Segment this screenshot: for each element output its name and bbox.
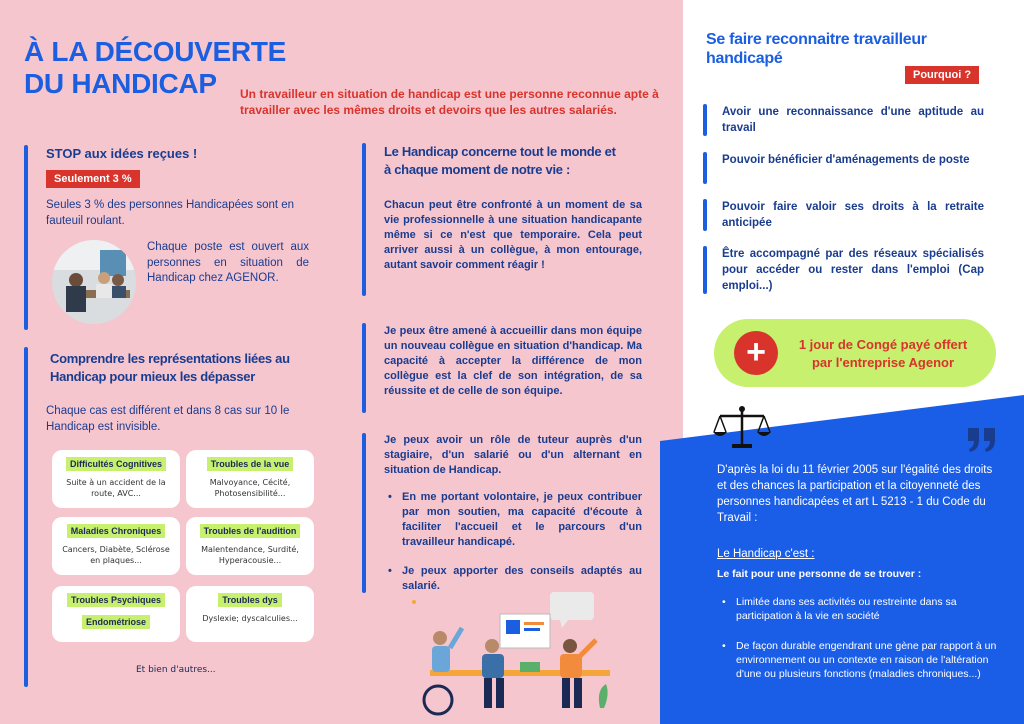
card-psychiques: Troubles Psychiques Endométriose [52, 586, 180, 642]
card-chroniques: Maladies Chroniques Cancers, Diabète, Sclérose en plaques... [52, 517, 180, 575]
representations-heading: Comprendre les représentations liées au Handicap pour mieux les dépasser [50, 351, 290, 384]
stop-bar [24, 145, 28, 330]
quote-icon [966, 426, 998, 454]
stop-tag: Seulement 3 % [46, 170, 140, 188]
reconnaitre-bar-2 [703, 152, 707, 184]
reconnaitre-bar-1 [703, 104, 707, 136]
representations-footer: Et bien d'autres... [136, 665, 216, 675]
card-audition: Troubles de l'audition Malentendance, Surdité, Hyperacousie... [186, 517, 314, 575]
conge-text: 1 jour de Congé payé offert par l'entreprise Agenor [798, 337, 968, 370]
list-item: • Limitée dans ses activités ou restreinte dans sa participation à la vie en société [722, 595, 1004, 623]
reconnaitre-item: Être accompagné par des réseaux spécialisés pour accéder ou rester dans l'emploi (Cap emploi...) [722, 248, 984, 292]
law-text: D'après la loi du 11 février 2005 sur l'égalité des droits et des chances la participation et la citoyenneté des personnes handicapées et art L 5213 - 1 du Code du Travail : [717, 464, 993, 524]
list-item: • Je peux apporter des conseils adaptés au salarié. [388, 564, 642, 594]
reconnaitre-heading: Se faire reconnaitre travailleur handicapé [706, 31, 927, 67]
poste-text: Chaque poste est ouvert aux personnes en situation de Handicap chez AGENOR. [147, 241, 309, 284]
pourquoi-tag: Pourquoi ? [905, 66, 979, 84]
concerne-bar-3 [362, 433, 366, 593]
scale-icon [712, 404, 772, 452]
law-bold: Le fait pour une personne de se trouver : [717, 568, 922, 580]
reconnaitre-bar-4 [703, 246, 707, 294]
list-item: • De façon durable engendrant une gène par rapport à un environnement ou un contexte en raison de l'altération d'une ou plusieurs fonctions (maladies chroniques...) [722, 639, 1004, 681]
team-illustration [400, 590, 620, 718]
concerne-p3: Je peux avoir un rôle de tuteur auprès d'un stagiaire, d'un salarié ou d'un alternant en situation de Handicap. [384, 434, 642, 476]
stop-text: Seules 3 % des personnes Handicapées sont en fauteuil roulant. [46, 199, 295, 227]
stop-heading: STOP aux idées reçues ! [46, 146, 198, 161]
representations-bar [24, 347, 28, 687]
plus-icon: + [734, 331, 778, 375]
concerne-bullets [388, 490, 642, 594]
reconnaitre-bar-3 [703, 199, 707, 231]
concerne-bar-2 [362, 323, 366, 413]
reconnaitre-item: Pouvoir faire valoir ses droits à la retraite anticipée [722, 201, 984, 229]
law-bullets [722, 595, 1004, 681]
intro-text: Un travailleur en situation de handicap est une personne reconnue apte à travailler avec les mêmes droits et devoirs que les autres salariés. [240, 87, 659, 117]
concerne-p2: Je peux être amené à accueillir dans mon équipe un nouveau collègue en situation d'handicap. Ma capacité à accepter la différence de mon collègue est la clef de son intégration, de sa réussite et de celle de son équipe. [384, 325, 642, 397]
representations-text: Chaque cas est différent et dans 8 cas sur 10 le Handicap est invisible. [46, 405, 290, 433]
card-cognitives: Difficultés Cognitives Suite à un accident de la route, AVC... [52, 450, 180, 508]
concerne-heading: Le Handicap concerne tout le monde et à chaque moment de notre vie : [384, 144, 616, 177]
reconnaitre-item: Avoir une reconnaissance d'une aptitude au travail [722, 106, 984, 134]
concerne-p1: Chacun peut être confronté à un moment de sa vie professionnelle à une situation handicapante même si ce n'est que temporaire. Cela peut arriver aussi à un collègue, à mon entourage, autant savoir comment réagir ! [384, 199, 642, 271]
law-underline: Le Handicap c'est : [717, 548, 815, 560]
list-item: • En me portant volontaire, je peux contribuer par mon soutien, ma capacité d'écoute à faciliter l'accueil et le parcours d'un travailleur handicapé. [388, 490, 642, 550]
office-photo [52, 240, 136, 324]
page-title: À LA DÉCOUVERTE DU HANDICAP [24, 36, 287, 99]
card-dys: Troubles dys Dyslexie; dyscalculies... [186, 586, 314, 642]
reconnaitre-item: Pouvoir bénéficier d'aménagements de poste [722, 154, 970, 166]
card-vue: Troubles de la vue Malvoyance, Cécité, Photosensibilité... [186, 450, 314, 508]
concerne-bar-1 [362, 143, 366, 296]
